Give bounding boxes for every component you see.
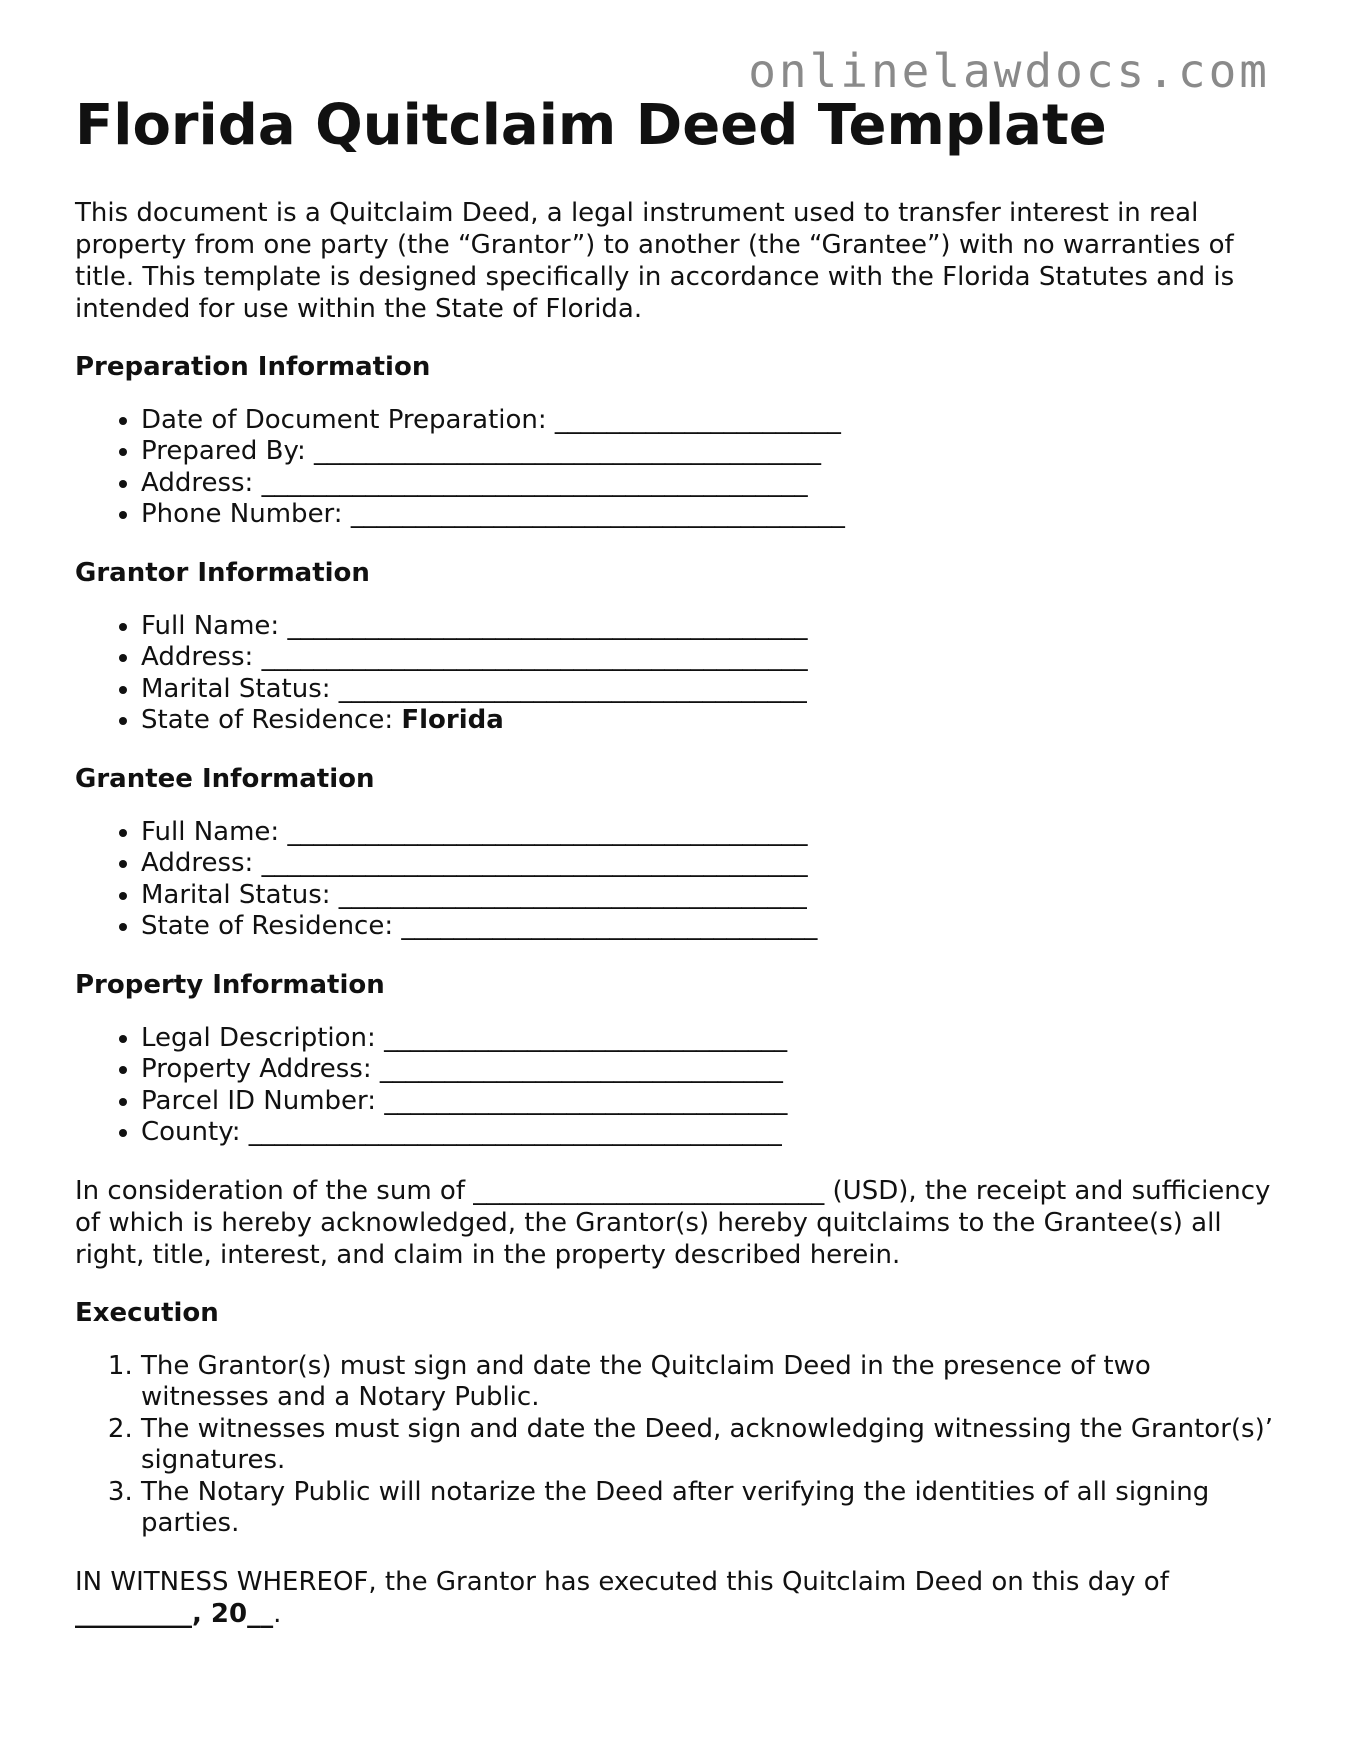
field-label: Phone Number: (141, 499, 351, 530)
field-label: County: (141, 1117, 249, 1148)
field-label: Full Name: (141, 610, 288, 641)
field-label: Address: (141, 848, 262, 879)
watermark: onlinelawdocs.com (748, 44, 1270, 98)
grantee-list (75, 817, 1275, 943)
blank-line: _______________________________ (384, 1022, 788, 1053)
blank-line: ___________________________ (473, 1175, 825, 1206)
list-item (141, 499, 1275, 531)
property-list (75, 1023, 1275, 1149)
list-item (141, 911, 1275, 943)
blank-line: __________________________________________ (261, 848, 808, 879)
grantee-heading: Grantee Information (75, 763, 375, 794)
field-label: State of Residence: (141, 911, 402, 942)
list-item (141, 880, 1275, 912)
witness-text: IN WITNESS WHEREOF, the Grantor has executed this Quitclaim Deed on this day of (75, 1566, 1169, 1597)
field-label: Address: (141, 467, 262, 498)
page-title: Florida Quitclaim Deed Template (75, 93, 1107, 158)
field-label: Legal Description: (141, 1022, 385, 1053)
list-item (141, 436, 1275, 468)
blank-line: ____________________________________ (338, 879, 807, 910)
field-label: Full Name: (141, 816, 288, 847)
grantor-list (75, 611, 1275, 737)
blank-line: _______________________________ (379, 1054, 783, 1085)
list-item (141, 848, 1275, 880)
consideration-text: In consideration of the sum of (75, 1175, 474, 1206)
list-item (141, 674, 1275, 706)
list-item (141, 1117, 1275, 1149)
execution-steps (75, 1351, 1275, 1540)
field-label: Marital Status: (141, 879, 339, 910)
field-label: Prepared By: (141, 436, 315, 467)
property-heading: Property Information (75, 969, 385, 1000)
blank-line: ________________________________ (401, 911, 818, 942)
field-value: Florida (401, 705, 504, 736)
date-blank: _________, 20__ (75, 1598, 274, 1629)
witness-end: . (273, 1598, 282, 1629)
consideration-text: (USD), the receipt and sufficiency of which is hereby acknowledged, the Grantor(s) hereby quitclaims to the Grantee(s) all right, title, interest, and claim in the property described herein. (75, 1175, 1271, 1270)
list-item (141, 705, 1275, 737)
list-item (141, 642, 1275, 674)
witness-paragraph (75, 1566, 1275, 1630)
blank-line: _______________________________________ (314, 436, 822, 467)
blank-line: _________________________________________ (248, 1117, 782, 1148)
list-item (141, 1023, 1275, 1055)
field-label: State of Residence: (141, 705, 402, 736)
list-item (141, 817, 1275, 849)
blank-line: __________________________________________ (261, 467, 808, 498)
preparation-heading: Preparation Information (75, 351, 431, 382)
list-item: 3. The Notary Public will notarize the Deed after verifying the identities of all signing parties. (141, 1477, 1275, 1540)
list-item (141, 611, 1275, 643)
list-item (141, 1054, 1275, 1086)
consideration-paragraph (75, 1175, 1275, 1271)
field-label: Date of Document Preparation: (141, 404, 555, 435)
execution-heading: Execution (75, 1297, 219, 1328)
intro-paragraph: This document is a Quitclaim Deed, a legal instrument used to transfer interest in real property from one party (the “Grantor”) to another (the “Grantee”) with no warranties of title. This template is designed specifically in accordance with the Florida Statutes and is intended for use within the State of Florida. (75, 197, 1235, 324)
document-page (75, 95, 1275, 1630)
list-item (141, 468, 1275, 500)
blank-line: ____________________________________ (338, 673, 807, 704)
blank-line: ______________________________________ (350, 499, 845, 530)
field-label: Address: (141, 642, 262, 673)
field-label: Marital Status: (141, 673, 339, 704)
preparation-list (75, 405, 1275, 531)
blank-line: ______________________ (554, 404, 841, 435)
blank-line: ________________________________________ (287, 816, 808, 847)
field-label: Parcel ID Number: (141, 1085, 385, 1116)
list-item (141, 1086, 1275, 1118)
blank-line: _______________________________ (384, 1085, 788, 1116)
grantor-heading: Grantor Information (75, 557, 370, 588)
list-item (141, 405, 1275, 437)
blank-line: ________________________________________ (287, 610, 808, 641)
list-item: 2. The witnesses must sign and date the Deed, acknowledging witnessing the Grantor(s)’ signatures. (141, 1414, 1275, 1477)
list-item: 1. The Grantor(s) must sign and date the Quitclaim Deed in the presence of two witnesses and a Notary Public. (141, 1351, 1275, 1414)
field-label: Property Address: (141, 1054, 380, 1085)
blank-line: __________________________________________ (261, 642, 808, 673)
